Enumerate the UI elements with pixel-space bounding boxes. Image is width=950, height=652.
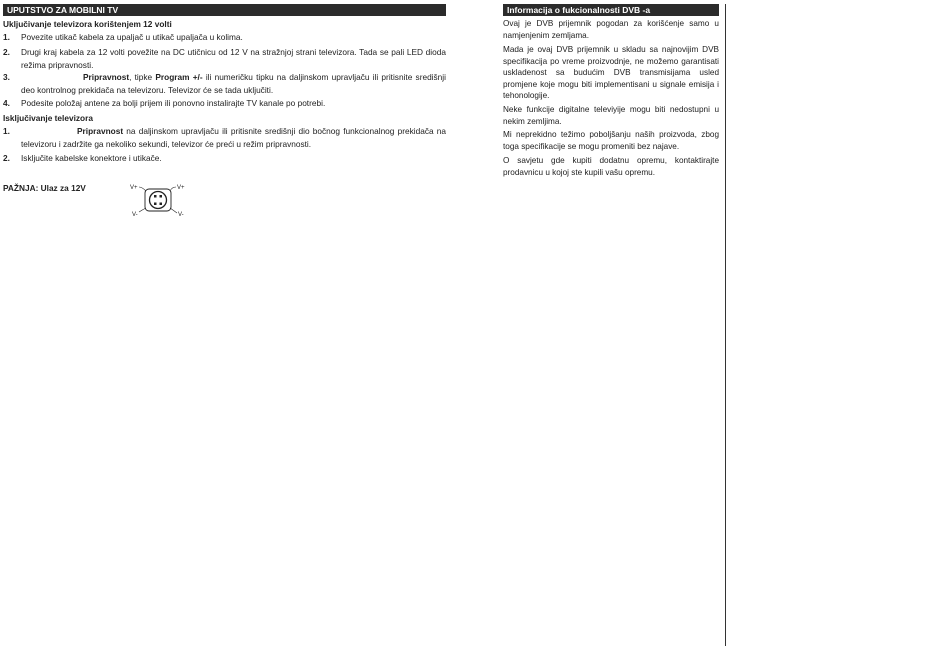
list-item — [3, 152, 446, 165]
program-label: Program +/- — [155, 72, 203, 82]
step-number: 3. — [3, 72, 10, 82]
connector-label-tl: V+ — [130, 185, 138, 191]
step-text: ili numeričku tipku na daljinskom upravljaču ili pritisnite središnji deo kontrolnog prekidača na televizoru. Televizor će se tada uključiti. — [21, 72, 446, 95]
info-paragraph: Mada je ovaj DVB prijemnik u skladu sa najnovijim DVB specifikacija po vreme proizvodnje, ne možemo garantisati uskladenost sa budućim DVB transmisijama usled promjene koje mogu biti implementisani u signale emisija i tehonologije. — [503, 45, 719, 101]
section-title-power-off: Isključivanje televizora — [3, 113, 93, 123]
step-text-connector: , tipke — [129, 72, 156, 82]
connector-label-br: V- — [178, 212, 184, 218]
standby-label: Pripravnost — [77, 126, 124, 136]
dc-connector-diagram — [128, 180, 192, 220]
connector-label-bl: V- — [132, 212, 138, 218]
step-number: 2. — [3, 153, 10, 163]
step-text: Podesite položaj antene za bolji prijem ili ponovno instalirajte TV kanale po potrebi. — [21, 98, 326, 108]
info-paragraph: Neke funkcije digitalne televiyije mogu biti nedostupni u nekim zemljima. — [503, 105, 719, 126]
step-number: 1. — [3, 32, 10, 42]
step-number: 2. — [3, 47, 10, 57]
step-text: Drugi kraj kabela za 12 volti povežite na DC utičnicu od 12 V na stražnjoj strani televizora. Tada se pali LED dioda režima pripravnosti. — [21, 47, 446, 70]
info-paragraph: Mi neprekidno težimo poboljšanju naših proizvoda, zbog toga specifikacije se mogu promeniti bez najave. — [503, 130, 719, 151]
step-number: 4. — [3, 98, 10, 108]
info-paragraph: Ovaj je DVB prijemnik pogodan za korišćenje samo u namjenjenim zemljama. — [503, 19, 719, 40]
standby-label: Pripravnost — [83, 72, 130, 82]
step-text: Isključite kabelske konektore i utikače. — [21, 153, 162, 163]
info-paragraph: O savjetu gde kupiti dodatnu opremu, kontaktirajte prodavnicu u kojoj ste kupili vašu opremu. — [503, 156, 719, 177]
left-section-header: UPUTSTVO ZA MOBILNI TV — [3, 4, 446, 16]
list-item — [3, 46, 446, 71]
list-item — [3, 71, 446, 96]
list-item — [3, 97, 446, 110]
section-title-power-on: Uključivanje televizora korištenjem 12 volti — [3, 19, 172, 29]
column-divider — [725, 4, 726, 646]
connector-label-tr: V+ — [177, 185, 185, 191]
step-number: 1. — [3, 126, 10, 136]
step-text: na daljinskom upravljaču ili pritisnite središnji dio bočnog funkcionalnog prekidača na televizoru i zadržite ga nekoliko sekundi, televizor će preći u režim pripravnosti. — [21, 126, 446, 149]
step-text: Povezite utikač kabela za upaljač u utikač upaljača u kolima. — [21, 32, 243, 42]
right-section-header: Informacija o fukcionalnosti DVB -a — [503, 4, 719, 16]
list-item — [3, 125, 446, 150]
warning-label: PAŽNJA: Ulaz za 12V — [3, 183, 86, 193]
list-item — [3, 31, 446, 44]
